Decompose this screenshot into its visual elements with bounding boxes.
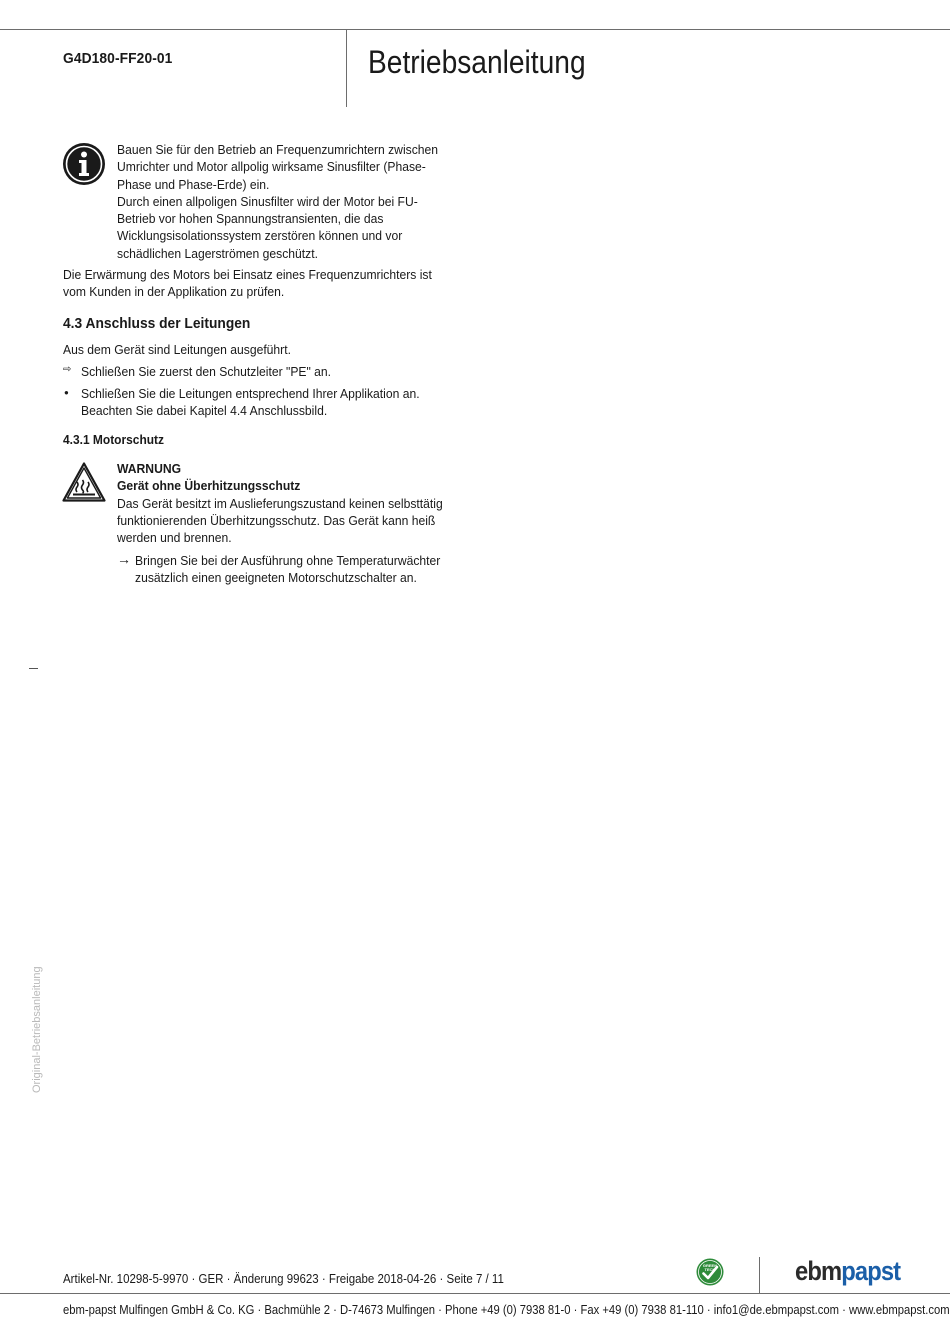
footer-company: ebm-papst Mulfingen GmbH & Co. KG · Bachmühle 2 · D-74673 Mulfingen · Phone +49 (0) 7938 81-0 · Fax +49 (0) 7938 81-110 · info1@de.ebmpapst.com · www.ebmpapst.com	[63, 1303, 950, 1317]
warning-label: WARNUNG	[117, 461, 182, 476]
section-heading-4-3-1: 4.3.1 Motorschutz	[63, 432, 165, 447]
info-line: Wicklungsisolationssystem zerstören können und vor	[117, 228, 403, 244]
step-line: Schließen Sie die Leitungen entsprechend Ihrer Applikation an.	[81, 386, 420, 401]
action-line: Bringen Sie bei der Ausführung ohne Temperaturwächter	[135, 553, 441, 568]
step-line: Beachten Sie dabei Kapitel 4.4 Anschlussbild.	[81, 403, 328, 419]
info-line: Bauen Sie für den Betrieb an Frequenzumrichtern zwischen	[117, 142, 439, 157]
warning-title: Gerät ohne Überhitzungsschutz	[117, 478, 301, 494]
step-connect-lines	[81, 385, 467, 420]
model-number: G4D180-FF20-01	[63, 50, 173, 67]
info-icon	[62, 142, 106, 186]
action-line: zusätzlich einen geeigneten Motorschutzschalter an.	[135, 570, 417, 586]
section-heading-4-3: 4.3 Anschluss der Leitungen	[63, 315, 251, 332]
header-top-rule	[0, 29, 950, 30]
step-arrow-icon: ⇨	[63, 364, 72, 375]
logo-ebm: ebm	[795, 1256, 842, 1286]
margin-tick	[29, 668, 38, 669]
footer-rule	[0, 1293, 950, 1294]
info-line: Durch einen allpoligen Sinusfilter wird der Motor bei FU-	[117, 193, 418, 209]
green-badge-bottom-text: TECH	[704, 1267, 716, 1272]
section-4-3-intro: Aus dem Gerät sind Leitungen ausgeführt.	[63, 342, 291, 357]
bullet-icon: ●	[64, 388, 69, 397]
info-line: Phase und Phase-Erde) ein.	[117, 176, 270, 192]
info-line: schädlichen Lagerströmen geschützt.	[117, 245, 318, 261]
footer-meta: Artikel-Nr. 10298-5-9970 · GER · Änderung 99623 · Freigabe 2018-04-26 · Seite 7 / 11	[63, 1272, 504, 1286]
step-connect-pe: Schließen Sie zuerst den Schutzleiter "PE" an.	[81, 364, 332, 379]
document-title: Betriebsanleitung	[368, 44, 586, 80]
warning-line: funktionierenden Überhitzungsschutz. Das Gerät kann heiß	[117, 512, 436, 528]
action-arrow-icon: →	[117, 551, 131, 567]
paragraph-line: vom Kunden in der Applikation zu prüfen.	[63, 284, 285, 300]
paragraph-line: Die Erwärmung des Motors bei Einsatz eines Frequenzumrichters ist	[63, 267, 432, 282]
warning-line: werden und brennen.	[117, 530, 232, 546]
green-badge-top-text: GREEN	[702, 1263, 718, 1268]
warning-action	[135, 552, 466, 587]
green-tech-badge	[696, 1258, 724, 1286]
warning-block	[117, 460, 457, 546]
info-line: Betrieb vor hohen Spannungstransienten, die das	[117, 211, 384, 227]
header-divider	[346, 29, 347, 107]
side-label: Original-Betriebsanleitung	[31, 966, 43, 1093]
info-note-text	[117, 141, 448, 262]
frequency-converter-paragraph	[63, 266, 449, 301]
ebmpapst-logo	[795, 1256, 900, 1287]
hot-surface-warning-icon	[62, 462, 106, 502]
footer-logo-divider	[759, 1257, 760, 1293]
logo-papst: papst	[841, 1256, 901, 1286]
warning-line: Das Gerät besitzt im Auslieferungszustand keinen selbsttätig	[117, 495, 443, 511]
info-line: Umrichter und Motor allpolig wirksame Sinusfilter (Phase-	[117, 159, 426, 175]
